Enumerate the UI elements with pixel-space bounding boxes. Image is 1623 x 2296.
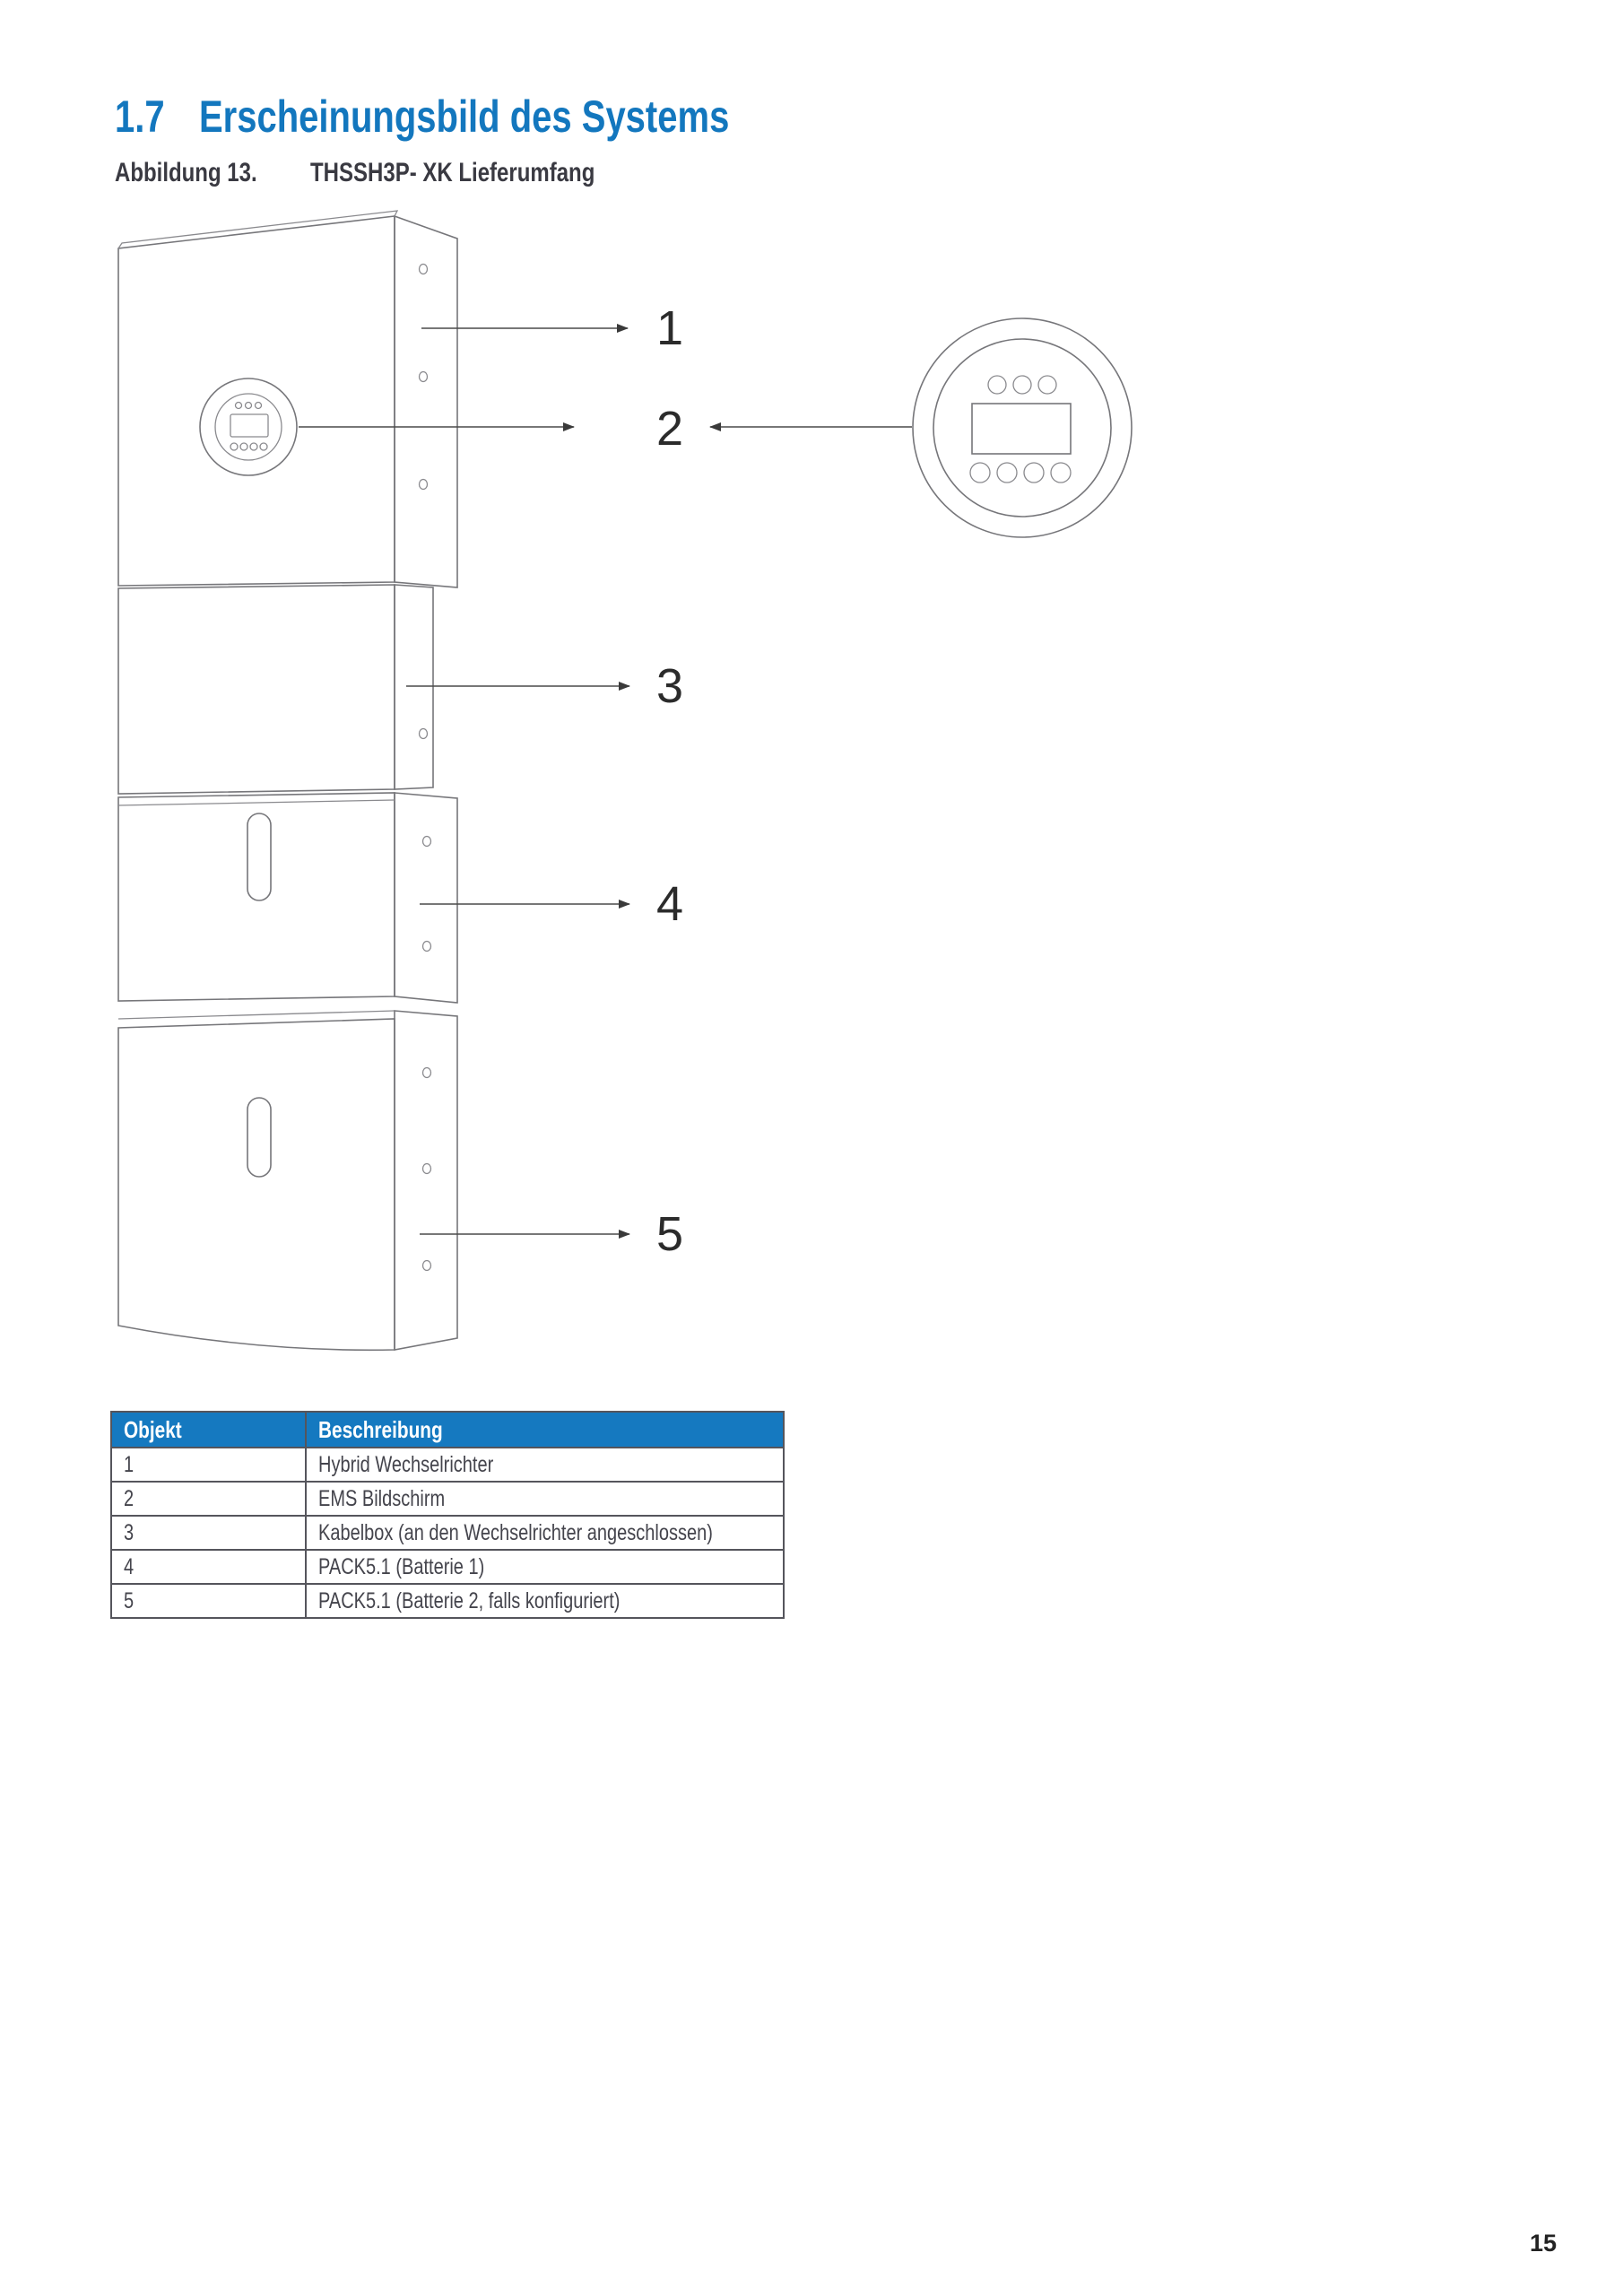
- screw-hole-icon: [420, 729, 428, 739]
- ems-screen-detail-drawing: [913, 318, 1132, 537]
- cable-box-drawing: [118, 585, 433, 794]
- screw-hole-icon: [420, 480, 428, 490]
- table-row: [111, 1448, 784, 1482]
- battery-2-drawing: [118, 1011, 457, 1350]
- column-header-beschreibung: Beschreibung: [306, 1412, 784, 1448]
- table-row: [111, 1516, 784, 1550]
- screw-hole-icon: [423, 1261, 431, 1271]
- callout-label-3: 3: [655, 659, 684, 713]
- cell-beschreibung: EMS Bildschirm: [306, 1482, 784, 1516]
- table-row: [111, 1482, 784, 1516]
- page-number: 15: [1529, 2230, 1557, 2257]
- section-number: 1.7: [115, 91, 165, 142]
- callout-label-2: 2: [655, 402, 684, 456]
- screw-hole-icon: [423, 837, 431, 847]
- table-header-row: [111, 1412, 784, 1448]
- figure-caption-label: Abbildung 13.: [115, 158, 257, 187]
- handle-slot: [247, 813, 271, 900]
- callout-label-5: 5: [655, 1207, 684, 1261]
- cell-beschreibung: Hybrid Wechselrichter: [306, 1448, 784, 1482]
- table-row: [111, 1550, 784, 1584]
- cell-beschreibung: PACK5.1 (Batterie 1): [306, 1550, 784, 1584]
- battery-1-drawing: [118, 793, 457, 1003]
- cell-objekt: 3: [111, 1516, 306, 1550]
- screw-hole-icon: [423, 1164, 431, 1174]
- screw-hole-icon: [423, 942, 431, 952]
- cell-beschreibung: Kabelbox (an den Wechselrichter angeschlossen): [306, 1516, 784, 1550]
- cell-objekt: 1: [111, 1448, 306, 1482]
- screw-hole-icon: [420, 372, 428, 382]
- section-title: Erscheinungsbild des Systems: [198, 91, 729, 142]
- cell-objekt: 2: [111, 1482, 306, 1516]
- screw-hole-icon: [420, 265, 428, 274]
- screw-hole-icon: [423, 1068, 431, 1078]
- callout-label-1: 1: [655, 301, 684, 355]
- parts-table: [110, 1411, 785, 1619]
- ems-screen-drawing: [200, 378, 297, 475]
- cell-beschreibung: PACK5.1 (Batterie 2, falls konfiguriert): [306, 1584, 784, 1618]
- handle-slot: [247, 1098, 271, 1177]
- table-row: [111, 1584, 784, 1618]
- cell-objekt: 4: [111, 1550, 306, 1584]
- callout-label-4: 4: [655, 877, 684, 931]
- column-header-objekt: Objekt: [111, 1412, 306, 1448]
- cell-objekt: 5: [111, 1584, 306, 1618]
- callout-arrows: [299, 328, 912, 1234]
- hybrid-inverter-drawing: [118, 211, 457, 587]
- callout-labels: [656, 301, 683, 1261]
- figure-caption-text: THSSH3P- XK Lieferumfang: [310, 158, 595, 187]
